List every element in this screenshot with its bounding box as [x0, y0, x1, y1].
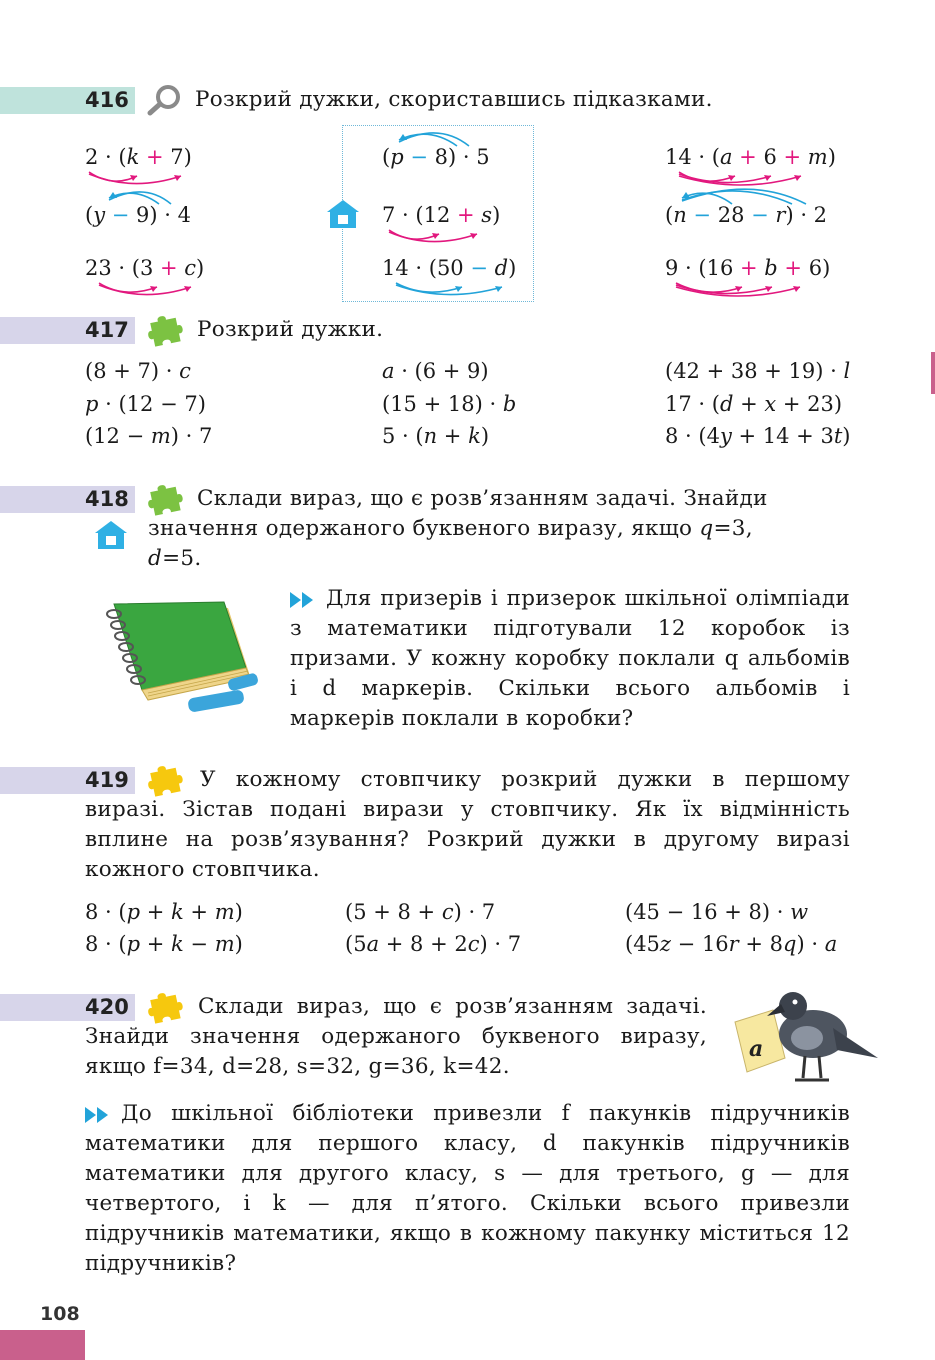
- expr-419-5: (5a + 8 + 2c) · 7: [345, 932, 522, 956]
- notebook-illustration: [78, 598, 268, 718]
- task-number-418: 418: [85, 487, 129, 511]
- page-number: 108: [40, 1303, 80, 1325]
- footer-bar: [0, 1330, 85, 1360]
- task-number-416: 416: [85, 88, 129, 112]
- expr-416-3: 14 · (a + 6 + m): [665, 145, 836, 169]
- hint-arrows-416-5: [385, 226, 505, 248]
- hint-arrows-416-9: [672, 279, 822, 303]
- task-number-419: 419: [85, 768, 129, 792]
- task-problem-418: Для призерів і призерок шкільної олімпіади з математики підготували 12 коробок із призами. У кожну коробку поклали q альбомів і d маркерів. Скільки всього альбомів і маркерів поклали в коробки?: [290, 586, 850, 731]
- expr-419-3: (45 − 16 + 8) · w: [625, 900, 809, 924]
- task-instruction-418-line3: d=5.: [148, 546, 202, 571]
- task-instruction-419: У кожному стовпчику розкрий дужки в першому виразі. Зістав подані вирази у стовпчику. Як їх відмінність вплине на розв’язування? Розкрий дужки в другому виразі кожного стовпчика.: [85, 767, 850, 882]
- expr-417-6: 17 · (d + x + 23): [665, 392, 843, 416]
- expr-416-4: (y − 9) · 4: [85, 203, 191, 227]
- hint-arrows-416-7: [95, 279, 215, 301]
- expr-417-2: a · (6 + 9): [382, 359, 489, 383]
- expr-419-4: 8 · (p + k − m): [85, 932, 243, 956]
- task-number-417: 417: [85, 318, 129, 342]
- expr-416-8: 14 · (50 − d): [382, 256, 517, 280]
- expr-417-5: (15 + 18) · b: [382, 392, 517, 416]
- expr-416-6: (n − 28 − r) · 2: [665, 203, 828, 227]
- task-instruction-418-line2: значення одержаного буквеного виразу, якщо q=3,: [148, 516, 753, 541]
- puzzle-icon: [146, 312, 186, 348]
- expr-419-1: 8 · (p + k + m): [85, 900, 243, 924]
- expr-417-8: 5 · (n + k): [382, 424, 490, 448]
- page-edge-marker: [931, 352, 935, 394]
- expr-417-4: p · (12 − 7): [85, 392, 206, 416]
- expr-419-2: (5 + 8 + c) · 7: [345, 900, 496, 924]
- puzzle-icon: [146, 481, 186, 517]
- expr-416-7: 23 · (3 + c): [85, 256, 205, 280]
- expr-417-3: (42 + 38 + 19) · l: [665, 359, 851, 383]
- magnifier-icon: [147, 84, 183, 116]
- task-instruction-416: Розкрий дужки, скориставшись підказками.: [195, 87, 713, 112]
- expr-417-1: (8 + 7) · c: [85, 359, 191, 383]
- expr-416-1: 2 · (k + 7): [85, 145, 192, 169]
- task-instruction-417: Розкрий дужки.: [197, 317, 384, 342]
- house-icon: [325, 198, 361, 230]
- expr-416-9: 9 · (16 + b + 6): [665, 256, 831, 280]
- expr-416-5: 7 · (12 + s): [382, 203, 501, 227]
- expr-419-6: (45z − 16r + 8q) · a: [625, 932, 838, 956]
- task-number-420: 420: [85, 995, 129, 1019]
- task-instruction-418-line1: Склади вираз, що є розв’язанням задачі. Знайди: [197, 486, 768, 511]
- card-letter: a: [749, 1036, 764, 1062]
- house-icon: [93, 519, 129, 551]
- hint-arrows-416-8: [392, 279, 522, 301]
- expr-417-9: 8 · (4y + 14 + 3t): [665, 424, 851, 448]
- expr-417-7: (12 − m) · 7: [85, 424, 213, 448]
- task-instruction-420: Склади вираз, що є розв’язанням задачі. Знайди значення одержаного буквеного виразу, якщо f=34, d=28, s=32, g=36, k=42.: [85, 994, 707, 1079]
- task-problem-420: До шкільної бібліотеки привезли f пакунків підручників математики для першого класу, d пакунків підручників математики для другого класу, s — для третього, g — для четвертого, і k — для п’ятого. Скільки всього привезли підручників математики, якщо в кожному пакунку міститься 12 підручників?: [85, 1101, 850, 1276]
- expr-416-2: (p − 8) · 5: [382, 145, 490, 169]
